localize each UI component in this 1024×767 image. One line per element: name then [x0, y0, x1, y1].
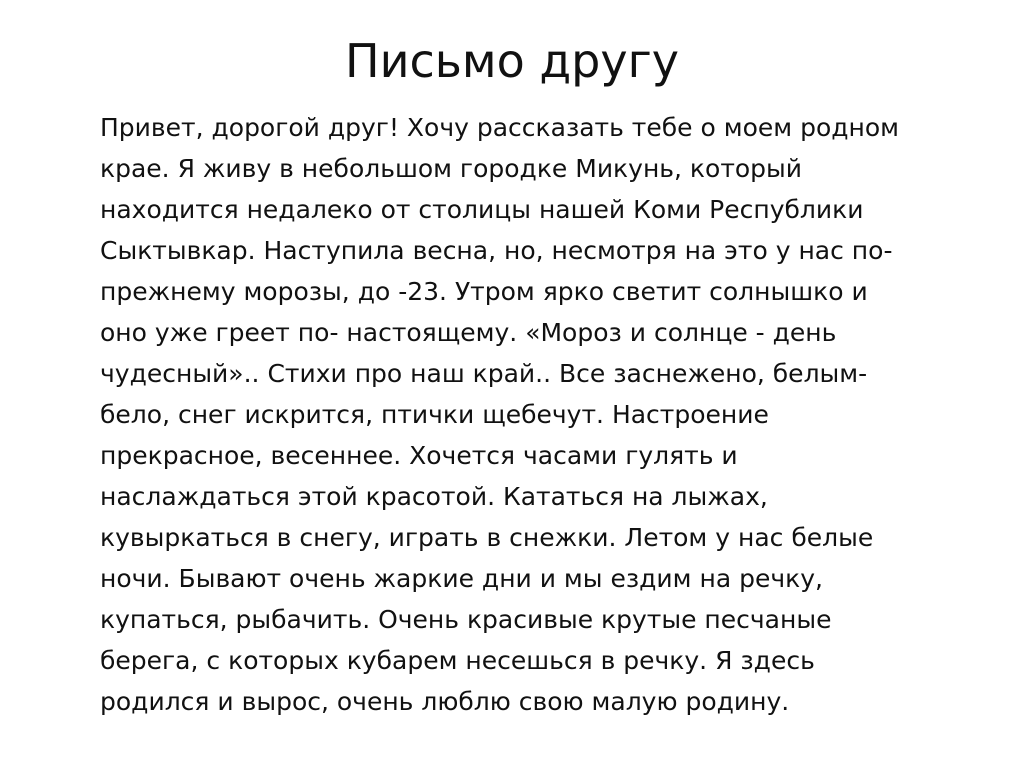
letter-body [100, 107, 1000, 722]
letter-line: чудесный».. Стихи про наш край.. Все заснежено, белым- [100, 359, 868, 388]
letter-line: прекрасное, весеннее. Хочется часами гулять и [100, 441, 738, 470]
letter-line: ночи. Бывают очень жаркие дни и мы ездим на речку, [100, 564, 823, 593]
letter-line: купаться, рыбачить. Очень красивые крутые песчаные [100, 605, 832, 634]
letter-line: родился и вырос, очень люблю свою малую родину. [100, 687, 790, 716]
letter-line: крае. Я живу в небольшом городке Микунь, который [100, 154, 803, 183]
letter-line: прежнему морозы, до -23. Утром ярко светит солнышко и [100, 277, 868, 306]
letter-line: Привет, дорогой друг! Хочу рассказать тебе о моем родном [100, 113, 900, 142]
letter-line: берега, с которых кубарем несешься в речку. Я здесь [100, 646, 815, 675]
letter-line: Сыктывкар. Наступила весна, но, несмотря на это у нас по- [100, 236, 893, 265]
slide-title: Письмо другу [345, 34, 679, 88]
letter-line: наслаждаться этой красотой. Кататься на лыжах, [100, 482, 768, 511]
letter-line: кувыркаться в снегу, играть в снежки. Летом у нас белые [100, 523, 874, 552]
letter-line: бело, снег искрится, птички щебечут. Настроение [100, 400, 769, 429]
letter-line: находится недалеко от столицы нашей Коми Республики [100, 195, 864, 224]
letter-line: оно уже греет по- настоящему. «Мороз и солнце - день [100, 318, 837, 347]
